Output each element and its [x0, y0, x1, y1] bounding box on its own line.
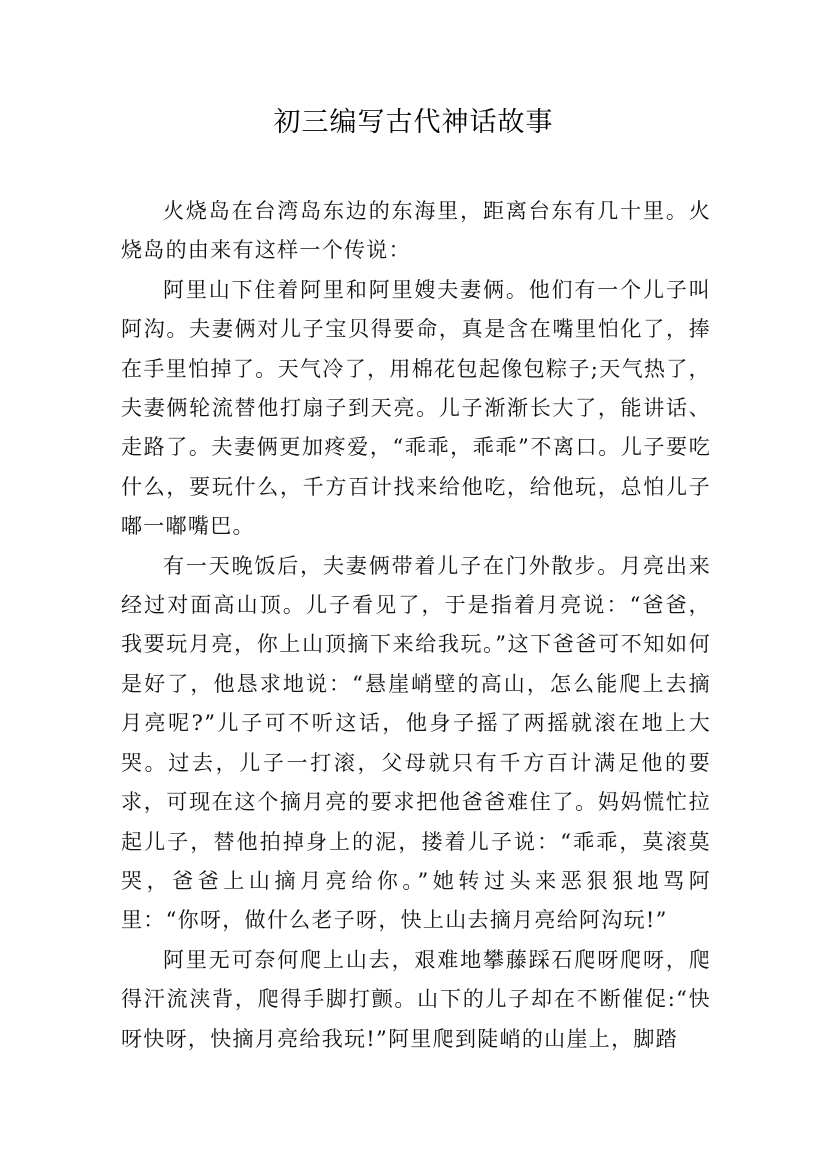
page-title: 初三编写古代神话故事	[273, 107, 554, 138]
paragraph-2: 阿里山下住着阿里和阿里嫂夫妻俩。他们有一个儿子叫阿沟。夫妻俩对儿子宝贝得要命，真是含在嘴里怕化了，捧在手里怕掉了。天气冷了，用棉花包起像包粽子;天气热了，夫妻俩轮流替他打扇子到天亮。儿子渐渐长大了，能讲话、走路了。夫妻俩更加疼爱，“乖乖，乖乖”不离口。儿子要吃什么，要玩什么，千方百计找来给他吃，给他玩，总怕儿子嘟一嘟嘴巴。	[121, 277, 711, 539]
paragraph-4: 阿里无可奈何爬上山去，艰难地攀藤踩石爬呀爬呀，爬得汗流浃背，爬得手脚打颤。山下的儿子却在不断催促:“快呀快呀，快摘月亮给我玩!”阿里爬到陡峭的山崖上，脚踏	[121, 947, 711, 1051]
paragraph-1: 火烧岛在台湾岛东边的东海里，距离台东有几十里。火烧岛的由来有这样一个传说：	[121, 199, 711, 263]
paragraph-3: 有一天晚饭后，夫妻俩带着儿子在门外散步。月亮出来经过对面高山顶。儿子看见了，于是指着月亮说：“爸爸，我要玩月亮，你上山顶摘下来给我玩。”这下爸爸可不知如何是好了，他恳求地说：“悬崖峭壁的高山，怎么能爬上去摘月亮呢?”儿子可不听这话，他身子摇了两摇就滚在地上大哭。过去，儿子一打滚，父母就只有千方百计满足他的要求，可现在这个摘月亮的要求把他爸爸难住了。妈妈慌忙拉起儿子，替他拍掉身上的泥，搂着儿子说：“乖乖，莫滚莫哭，爸爸上山摘月亮给你。”她转过头来恶狠狠地骂阿里：“你呀，做什么老子呀，快上山去摘月亮给阿沟玩!”	[121, 553, 711, 933]
document-body	[121, 192, 711, 1059]
